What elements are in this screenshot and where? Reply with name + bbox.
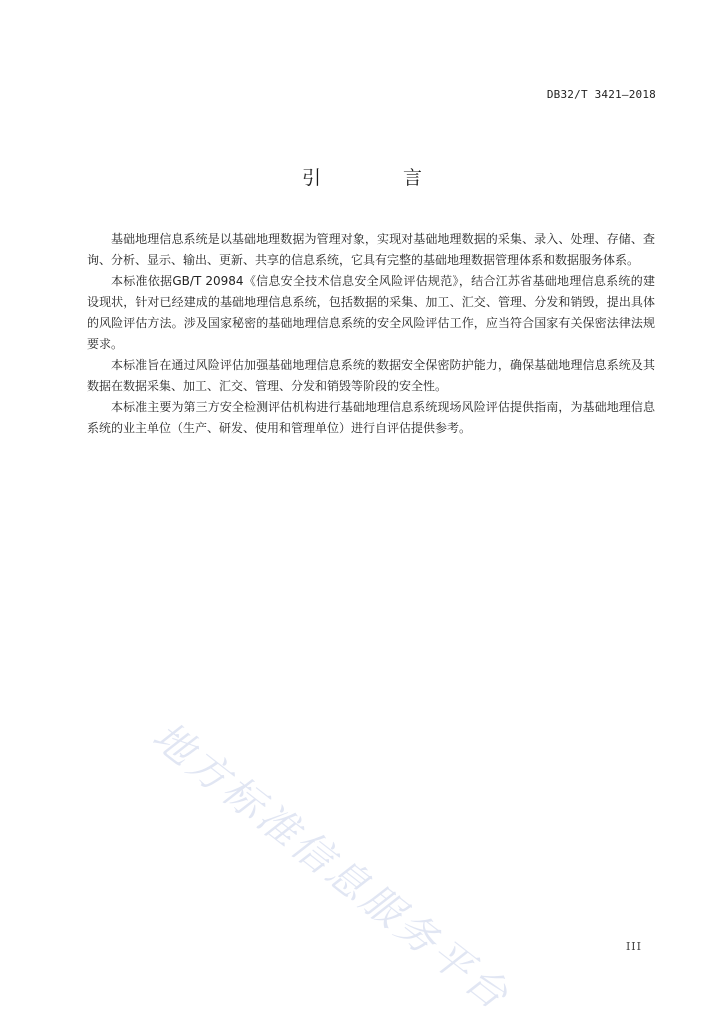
standard-code: DB32/T 3421—2018	[546, 88, 656, 101]
page-number: III	[625, 940, 642, 953]
paragraph: 本标准主要为第三方安全检测评估机构进行基础地理信息系统现场风险评估提供指南，为基础地理信息系统的业主单位（生产、研发、使用和管理单位）进行自评估提供参考。	[87, 400, 655, 435]
introduction-body	[87, 229, 655, 439]
paragraph: 基础地理信息系统是以基础地理数据为管理对象，实现对基础地理数据的采集、录入、处理、存储、查询、分析、显示、输出、更新、共享的信息系统，它具有完整的基础地理数据管理体系和数据服务体系。	[87, 232, 655, 267]
page-title: 引 言	[301, 167, 461, 189]
watermark: 地方标准信息服务平台	[143, 713, 519, 1021]
paragraph: 本标准依据GB/T 20984《信息安全技术信息安全风险评估规范》，结合江苏省基础地理信息系统的建设现状，针对已经建成的基础地理信息系统，包括数据的采集、加工、汇交、管理、分发和销毁，提出具体的风险评估方法。涉及国家秘密的基础地理信息系统的安全风险评估工作，应当符合国家有关保密法律法规要求。	[87, 274, 655, 351]
paragraph: 本标准旨在通过风险评估加强基础地理信息系统的数据安全保密防护能力，确保基础地理信息系统及其数据在数据采集、加工、汇交、管理、分发和销毁等阶段的安全性。	[87, 358, 655, 393]
